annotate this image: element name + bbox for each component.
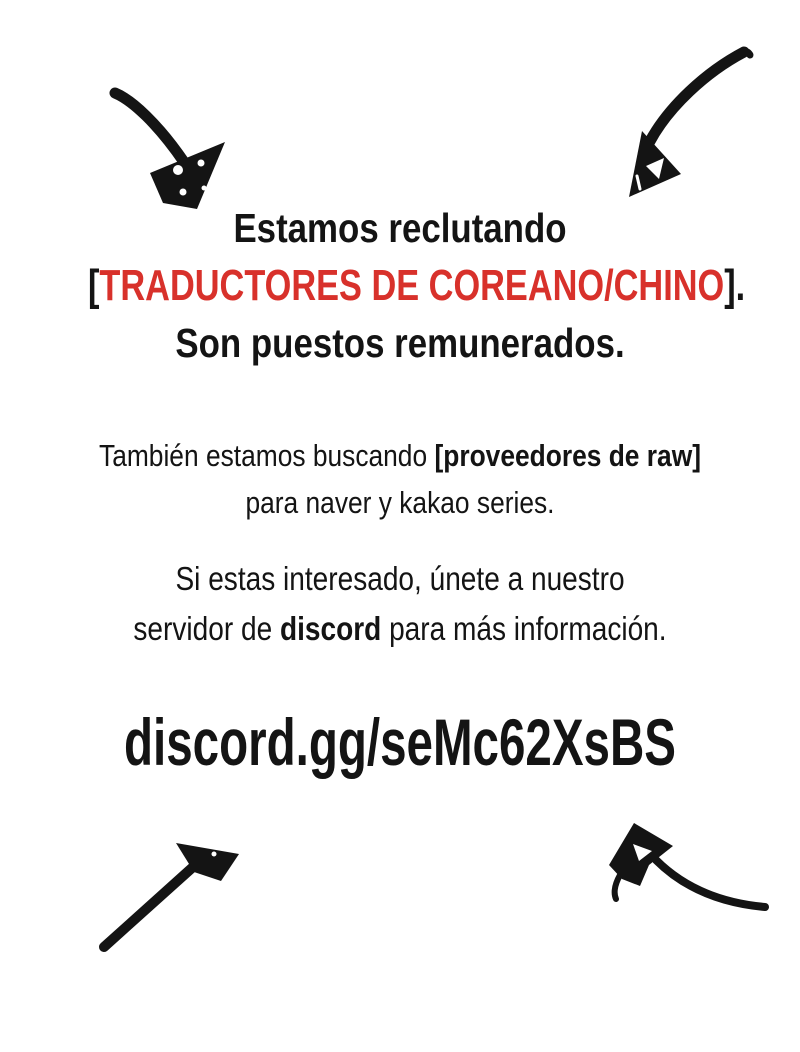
cta-discord-emphasis: discord — [279, 610, 382, 647]
role-bracket-close: ]. — [724, 261, 746, 310]
raw-providers-line1-text: También estamos buscando — [99, 438, 435, 473]
cta-line2-suffix: para más información. — [381, 610, 667, 647]
cta-line2 — [60, 604, 740, 654]
raw-providers-block — [0, 432, 800, 526]
recruiting-paid-note-line: Son puestos remunerados. — [175, 320, 625, 366]
discord-invite-block — [0, 698, 800, 786]
role-bracket-open: [ — [88, 261, 100, 310]
arrow-top-left-icon — [115, 93, 225, 209]
cta-line2-prefix: servidor de — [133, 610, 280, 647]
arrow-bottom-left-icon — [104, 843, 239, 947]
recruiting-role-line — [88, 257, 746, 315]
raw-providers-line2: para naver y kakao series. — [245, 485, 555, 520]
cta-line1: Si estas interesado, únete a nuestro — [175, 560, 625, 597]
discord-invite-url: discord.gg/seMc62XsBS — [124, 705, 676, 779]
recruiting-headline-block — [0, 200, 800, 372]
arrow-top-right-icon — [629, 51, 750, 197]
arrow-bottom-right-icon — [609, 823, 765, 907]
cta-block — [0, 554, 800, 654]
role-name-text: TRADUCTORES DE COREANO/CHINO — [99, 261, 725, 310]
raw-providers-emphasis: [proveedores de raw] — [434, 438, 701, 473]
raw-providers-line1 — [60, 432, 740, 479]
recruiting-intro-line: Estamos reclutando — [233, 205, 567, 251]
